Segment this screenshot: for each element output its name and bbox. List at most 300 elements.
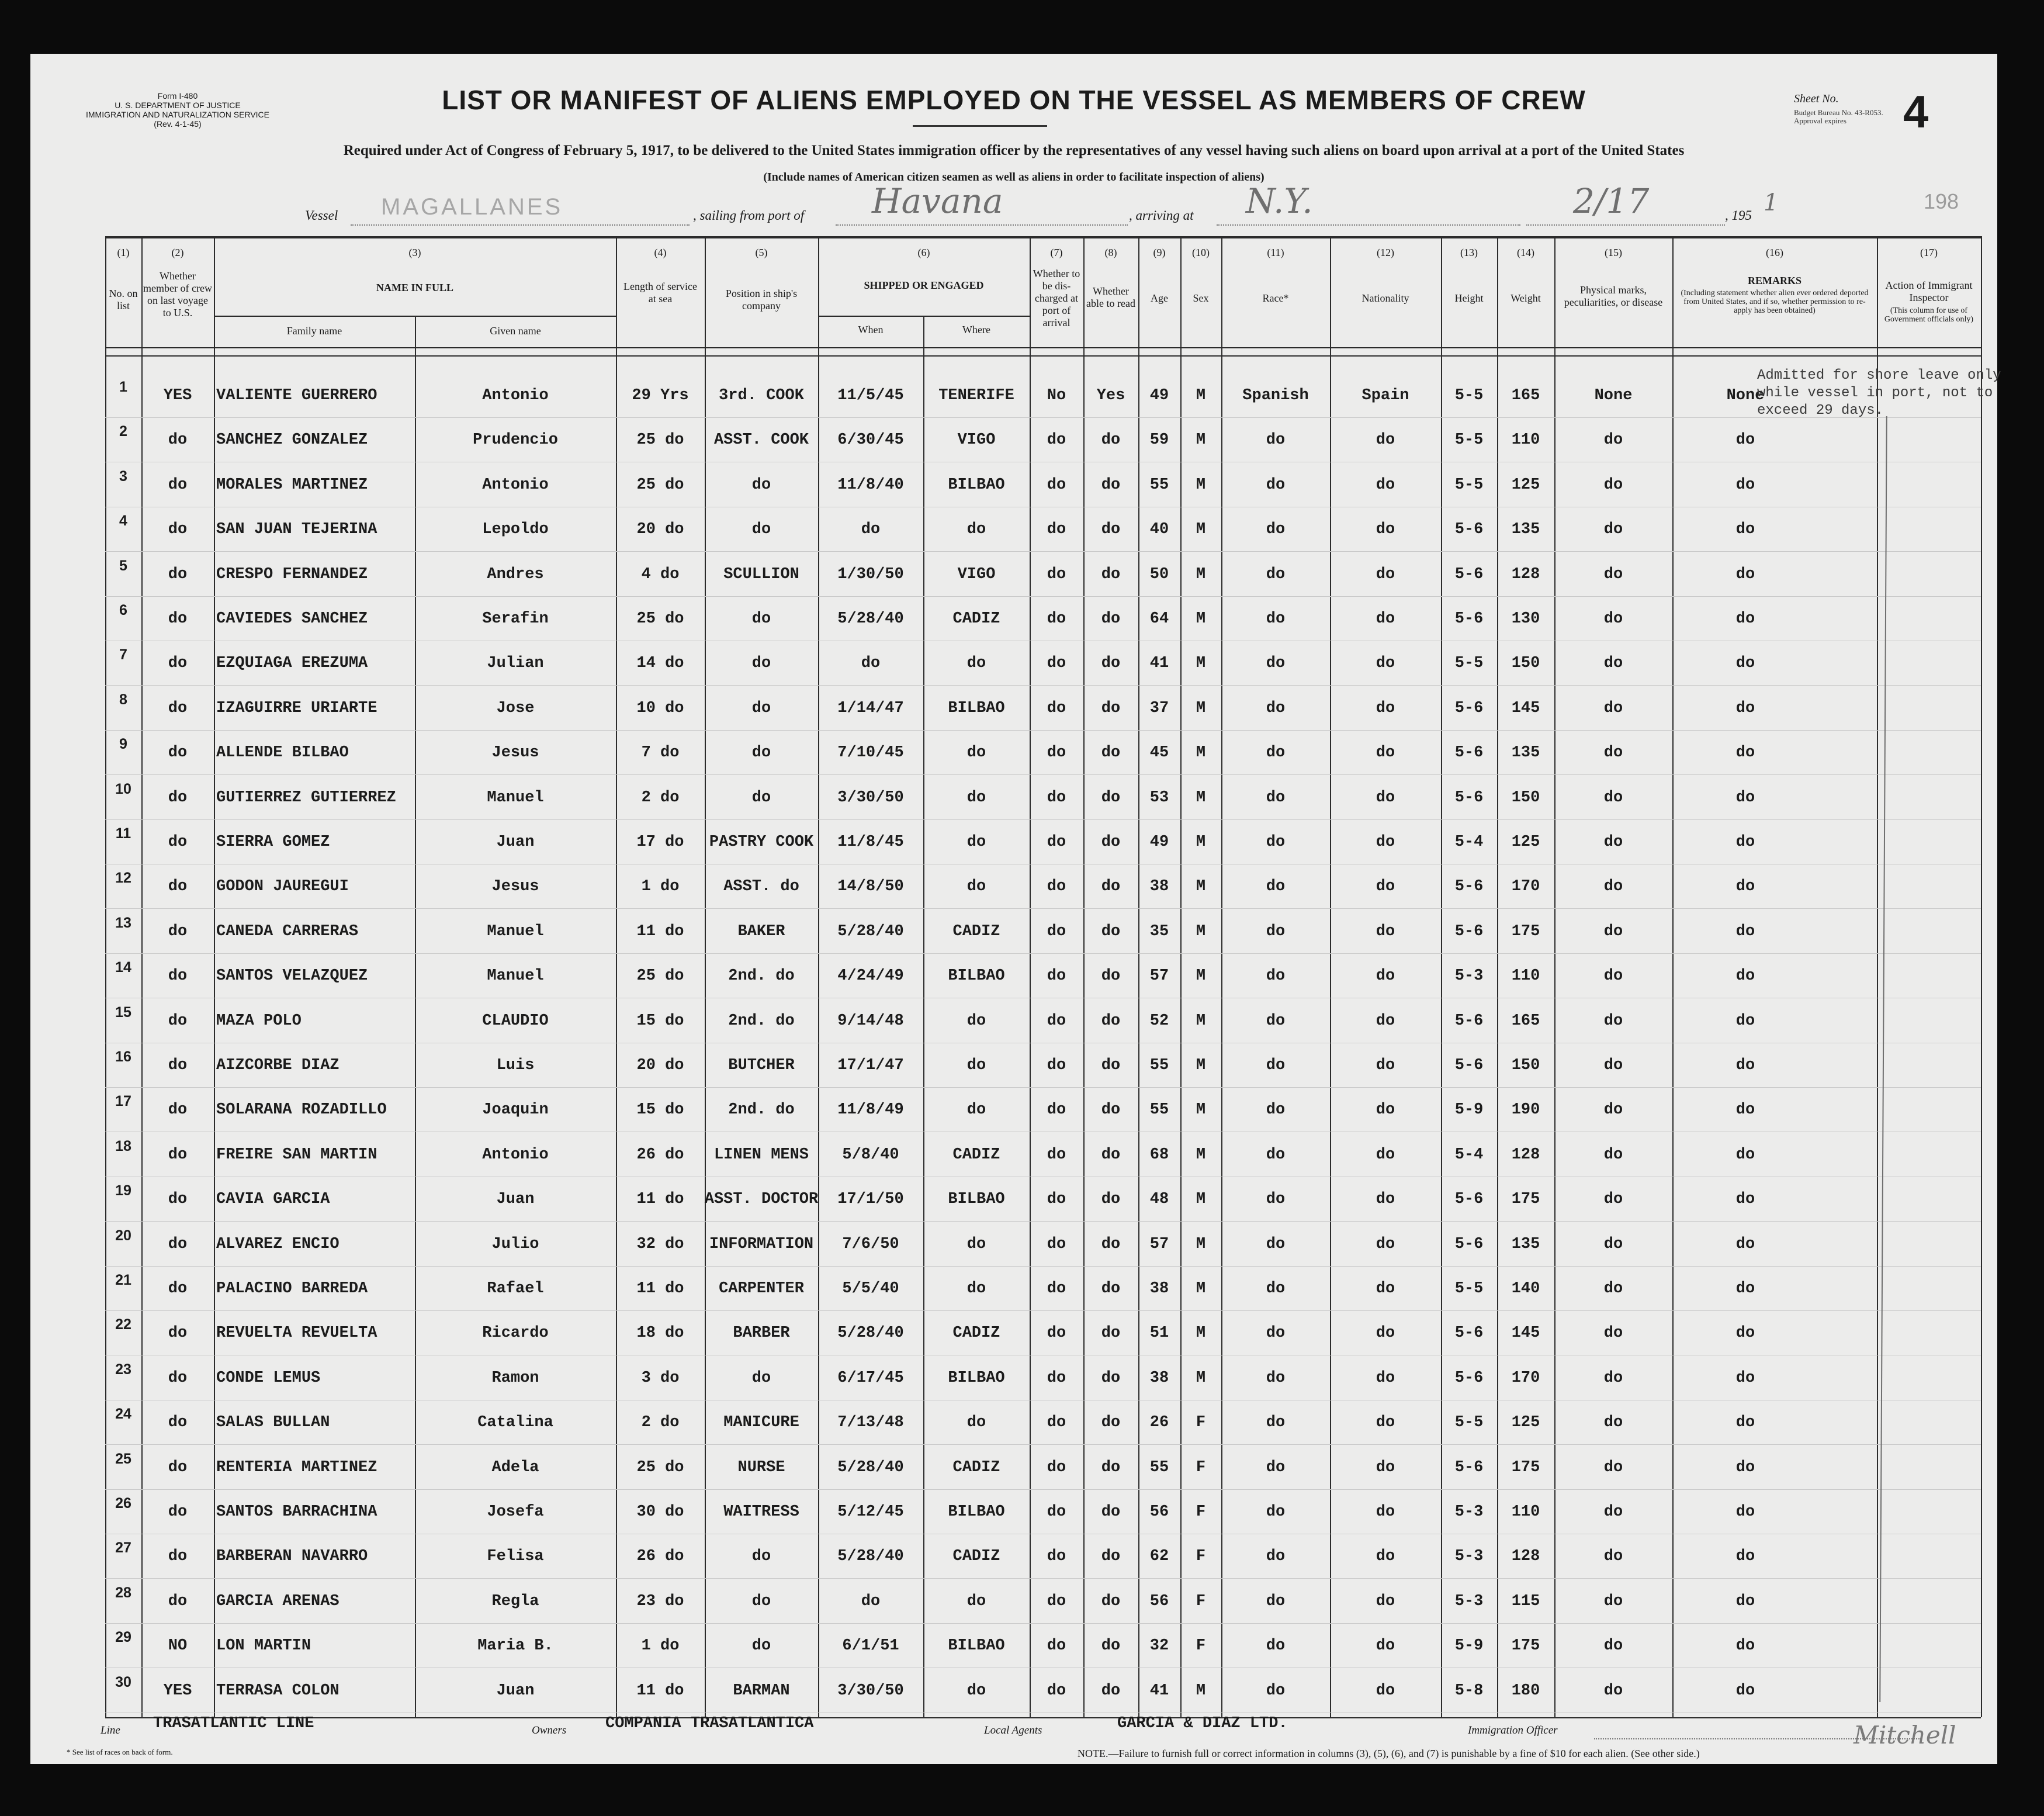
row-rule	[105, 953, 1981, 954]
page-stamp: 198	[1924, 189, 1959, 213]
cell-when: 5/12/45	[837, 1503, 904, 1521]
sheet-number: 4	[1903, 86, 1929, 137]
cell-nat: do	[1376, 1503, 1395, 1521]
cell-disch: do	[1047, 1458, 1066, 1476]
cell-sex: F	[1196, 1592, 1206, 1610]
cell-when: 6/17/45	[837, 1369, 904, 1387]
column-rule	[818, 236, 819, 1717]
cell-weight: 175	[1511, 1637, 1540, 1655]
colnum-13: (13)	[1460, 247, 1478, 258]
cell-race: do	[1266, 1101, 1286, 1119]
colnum-8: (8)	[1104, 247, 1117, 258]
cell-given: Juan	[496, 1191, 535, 1209]
cell-family: REVUELTA REVUELTA	[216, 1324, 377, 1343]
cell-crew: do	[168, 833, 188, 851]
colnum-12: (12)	[1377, 247, 1394, 258]
cell-remarks: do	[1735, 476, 1755, 494]
cell-race: do	[1266, 1548, 1286, 1566]
colnum-11: (11)	[1267, 247, 1284, 258]
colnum-16: (16)	[1766, 247, 1783, 258]
cell-disch: do	[1047, 1012, 1066, 1030]
row-number: 20	[115, 1227, 131, 1244]
cell-sex: M	[1196, 1280, 1206, 1298]
colnum-6: (6)	[917, 247, 930, 258]
cell-crew: do	[168, 521, 188, 539]
cell-when: 5/5/40	[842, 1280, 899, 1298]
cell-weight: 110	[1511, 1503, 1540, 1521]
cell-nat: do	[1376, 1012, 1395, 1030]
row-rule	[105, 1221, 1981, 1222]
cell-remarks: do	[1735, 699, 1755, 717]
cell-family: MAZA POLO	[216, 1012, 302, 1030]
cell-height: 5-5	[1454, 1280, 1484, 1298]
cell-crew: do	[168, 1324, 188, 1343]
cell-weight: 170	[1511, 878, 1540, 896]
cell-remarks: do	[1735, 1637, 1755, 1655]
cell-crew: do	[168, 1503, 188, 1521]
row-rule	[105, 1444, 1981, 1445]
cell-race: do	[1266, 565, 1286, 583]
cell-race: do	[1266, 1592, 1286, 1610]
column-rule	[1441, 236, 1442, 1717]
cell-height: 5-4	[1454, 1146, 1484, 1164]
cell-sex: M	[1196, 1235, 1206, 1253]
cell-position: INFORMATION	[709, 1235, 814, 1253]
cell-remarks: do	[1735, 655, 1755, 673]
cell-age: 26	[1149, 1414, 1169, 1432]
cell-height: 5-6	[1454, 744, 1484, 762]
remarks-annotation: Admitted for shore leave only while vessel in port, not to exceed 29 days.	[1757, 368, 2001, 418]
cell-when: 17/1/47	[837, 1057, 904, 1074]
cell-where: CADIZ	[952, 1548, 1000, 1566]
cell-given: Felisa	[487, 1548, 544, 1566]
cell-remarks: do	[1735, 1458, 1755, 1476]
header-crew-last-voyage: Whether member of crew on last voyage to U.S.	[143, 270, 212, 319]
inspector-pen-line	[1879, 416, 1887, 1702]
table-top-rule	[105, 236, 1981, 238]
cell-position: do	[751, 1637, 771, 1655]
cell-marks: do	[1603, 431, 1623, 449]
cell-disch: do	[1047, 699, 1066, 717]
cell-sex: M	[1196, 922, 1206, 940]
form-revision: (Rev. 4-1-45)	[154, 119, 202, 129]
cell-crew: do	[168, 744, 188, 762]
colnum-3: (3)	[408, 247, 421, 258]
cell-service: 30 do	[636, 1503, 684, 1521]
header-age: Age	[1151, 292, 1168, 304]
cell-read: do	[1101, 1057, 1121, 1074]
row-number: 25	[115, 1450, 131, 1467]
cell-disch: do	[1047, 431, 1066, 449]
cell-race: do	[1266, 1637, 1286, 1655]
cell-position: LINEN MENS	[713, 1146, 809, 1164]
cell-where: do	[966, 1592, 986, 1610]
cell-when: do	[861, 655, 881, 673]
cell-given: Serafin	[482, 610, 549, 628]
cell-race: do	[1266, 1146, 1286, 1164]
cell-given: Jesus	[491, 878, 539, 896]
cell-when: 11/8/49	[837, 1101, 904, 1119]
cell-marks: do	[1603, 1503, 1623, 1521]
cell-weight: 115	[1511, 1592, 1540, 1610]
cell-sex: F	[1196, 1414, 1206, 1432]
cell-marks: do	[1603, 1280, 1623, 1298]
cell-where: do	[966, 878, 986, 896]
title-rule	[913, 125, 1047, 127]
cell-marks: do	[1603, 1101, 1623, 1119]
row-number: 4	[119, 513, 127, 530]
row-number: 6	[119, 602, 127, 618]
cell-height: 5-3	[1454, 967, 1484, 985]
cell-marks: do	[1603, 1458, 1623, 1476]
cell-crew: do	[168, 610, 188, 628]
cell-read: do	[1101, 1235, 1121, 1253]
row-number: 29	[115, 1629, 131, 1646]
header-inspector-action: Action of Immigrant Inspector	[1885, 279, 1973, 303]
cell-weight: 165	[1511, 1012, 1540, 1030]
cell-remarks: do	[1735, 1280, 1755, 1298]
race-footnote: * See list of races on back of form.	[67, 1748, 173, 1756]
cell-given: Josefa	[487, 1503, 544, 1521]
cell-weight: 135	[1511, 744, 1540, 762]
cell-marks: do	[1603, 1548, 1623, 1566]
cell-nat: do	[1376, 565, 1395, 583]
header-bottom-rule	[105, 347, 1981, 348]
cell-age: 38	[1149, 1369, 1169, 1387]
penalty-note: NOTE.—Failure to furnish full or correct information in columns (3), (5), (6), and (7) is punishable by a fine of $10 for each alien. (See other side.)	[1078, 1748, 1700, 1759]
cell-weight: 128	[1511, 565, 1540, 583]
cell-crew: do	[168, 1235, 188, 1253]
row-number: 11	[115, 825, 131, 842]
cell-position: do	[751, 1369, 771, 1387]
cell-given: Antonio	[482, 387, 549, 404]
cell-weight: 128	[1511, 1146, 1540, 1164]
cell-crew: do	[168, 1146, 188, 1164]
cell-marks: do	[1603, 610, 1623, 628]
cell-position: ASST. COOK	[713, 431, 809, 449]
cell-crew: do	[168, 967, 188, 985]
cell-disch: do	[1047, 878, 1066, 896]
cell-family: GODON JAUREGUI	[216, 878, 349, 896]
cell-age: 53	[1149, 788, 1169, 807]
cell-crew: do	[168, 1191, 188, 1209]
cell-given: Juan	[496, 833, 535, 851]
colnum-2: (2)	[171, 247, 184, 258]
cell-age: 35	[1149, 922, 1169, 940]
header-inspector-note: (This column for use of Government officials only)	[1884, 306, 1974, 324]
cell-nat: do	[1376, 1280, 1395, 1298]
cell-height: 5-6	[1454, 521, 1484, 539]
cell-age: 49	[1149, 833, 1169, 851]
cell-race: do	[1266, 476, 1286, 494]
cell-position: do	[751, 1592, 771, 1610]
cell-marks: do	[1603, 922, 1623, 940]
cell-age: 40	[1149, 521, 1169, 539]
row-number: 5	[119, 557, 127, 574]
cell-crew: YES	[163, 1682, 192, 1700]
cell-height: 5-3	[1454, 1548, 1484, 1566]
cell-nat: do	[1376, 1592, 1395, 1610]
cell-age: 41	[1149, 655, 1169, 673]
column-rule	[1330, 236, 1331, 1717]
cell-weight: 150	[1511, 655, 1540, 673]
cell-where: do	[966, 744, 986, 762]
cell-service: 4 do	[641, 565, 680, 583]
cell-disch: do	[1047, 1191, 1066, 1209]
header-name-in-full: NAME IN FULL	[376, 282, 453, 293]
cell-given: Rafael	[487, 1280, 544, 1298]
cell-marks: do	[1603, 967, 1623, 985]
cell-family: GARCIA ARENAS	[216, 1592, 339, 1610]
cell-position: do	[751, 521, 771, 539]
cell-crew: do	[168, 476, 188, 494]
cell-read: do	[1101, 521, 1121, 539]
cell-weight: 110	[1511, 967, 1540, 985]
cell-height: 5-6	[1454, 1191, 1484, 1209]
cell-given: Julio	[491, 1235, 539, 1253]
cell-remarks: do	[1735, 431, 1755, 449]
cell-race: do	[1266, 1280, 1286, 1298]
cell-remarks: do	[1735, 922, 1755, 940]
row-number: 22	[115, 1316, 131, 1333]
cell-nat: do	[1376, 1101, 1395, 1119]
cell-read: do	[1101, 1101, 1121, 1119]
cell-remarks: do	[1735, 521, 1755, 539]
cell-age: 49	[1149, 387, 1169, 404]
cell-remarks: do	[1735, 788, 1755, 807]
cell-when: 6/30/45	[837, 431, 904, 449]
cell-age: 38	[1149, 1280, 1169, 1298]
cell-where: BILBAO	[948, 1503, 1005, 1521]
cell-position: SCULLION	[723, 565, 799, 583]
cell-service: 17 do	[636, 833, 684, 851]
column-rule	[705, 236, 706, 1717]
officer-signature: Mitchell	[1854, 1721, 1956, 1749]
cell-family: LON MARTIN	[216, 1637, 311, 1655]
cell-sex: M	[1196, 967, 1206, 985]
cell-position: BARMAN	[733, 1682, 790, 1700]
cell-service: 3 do	[641, 1369, 680, 1387]
cell-remarks: do	[1735, 1369, 1755, 1387]
cell-read: do	[1101, 1012, 1121, 1030]
cell-remarks: do	[1735, 1682, 1755, 1700]
cell-race: do	[1266, 967, 1286, 985]
cell-read: do	[1101, 1592, 1121, 1610]
cell-crew: do	[168, 1548, 188, 1566]
cell-weight: 145	[1511, 1324, 1540, 1343]
cell-race: do	[1266, 521, 1286, 539]
cell-given: Ramon	[491, 1369, 539, 1387]
manifest-sheet	[30, 54, 2001, 1764]
cell-where: do	[966, 1682, 986, 1700]
cell-race: do	[1266, 1324, 1286, 1343]
cell-family: PALACINO BARREDA	[216, 1280, 368, 1298]
cell-position: PASTRY COOK	[709, 833, 814, 851]
cell-height: 5-5	[1454, 387, 1484, 404]
cell-height: 5-6	[1454, 1057, 1484, 1074]
cell-age: 50	[1149, 565, 1169, 583]
cell-family: SIERRA GOMEZ	[216, 833, 330, 851]
cell-position: MANICURE	[723, 1414, 799, 1432]
column-rule	[1981, 236, 1982, 1717]
cell-position: ASST. DOCTOR	[704, 1191, 819, 1209]
row-number: 30	[115, 1673, 131, 1690]
cell-position: do	[751, 655, 771, 673]
cell-age: 57	[1149, 1235, 1169, 1253]
cell-given: Joaquin	[482, 1101, 549, 1119]
cell-read: do	[1101, 1324, 1121, 1343]
cell-when: 1/14/47	[837, 699, 904, 717]
cell-disch: do	[1047, 788, 1066, 807]
header-given-name: Given name	[490, 325, 541, 337]
cell-height: 5-9	[1454, 1101, 1484, 1119]
cell-service: 25 do	[636, 431, 684, 449]
cell-race: do	[1266, 699, 1286, 717]
cell-where: BILBAO	[948, 1191, 1005, 1209]
header-remarks-note: (Including statement whether alien ever ordered deported from United States, and if so, whether permission to re-apply has been obtained)	[1681, 289, 1869, 315]
cell-height: 5-6	[1454, 1012, 1484, 1030]
cell-disch: do	[1047, 1324, 1066, 1343]
cell-sex: M	[1196, 431, 1206, 449]
cell-nat: do	[1376, 610, 1395, 628]
cell-where: do	[966, 1012, 986, 1030]
cell-nat: do	[1376, 1637, 1395, 1655]
cell-service: 15 do	[636, 1012, 684, 1030]
cell-sex: M	[1196, 387, 1206, 404]
cell-disch: do	[1047, 1369, 1066, 1387]
header-family-name: Family name	[286, 325, 342, 337]
cell-crew: do	[168, 1012, 188, 1030]
sailing-dotted-line	[836, 224, 1128, 226]
cell-position: BUTCHER	[728, 1057, 795, 1074]
cell-crew: do	[168, 1101, 188, 1119]
cell-service: 7 do	[641, 744, 680, 762]
cell-where: do	[966, 521, 986, 539]
row-number: 28	[115, 1584, 131, 1601]
cell-family: SANTOS BARRACHINA	[216, 1503, 377, 1521]
cell-race: do	[1266, 1191, 1286, 1209]
year-label: , 195	[1725, 208, 1752, 223]
row-rule	[105, 1623, 1981, 1624]
cell-given: Lepoldo	[482, 521, 549, 539]
page-subtitle-note: (Include names of American citizen seamen as well as aliens in order to facilitate inspection of aliens)	[763, 171, 1264, 184]
cell-disch: do	[1047, 967, 1066, 985]
line-value: TRASATLANTIC LINE	[153, 1715, 314, 1732]
cell-height: 5-6	[1454, 922, 1484, 940]
cell-service: 15 do	[636, 1101, 684, 1119]
cell-service: 11 do	[636, 1682, 684, 1700]
cell-weight: 170	[1511, 1369, 1540, 1387]
cell-age: 64	[1149, 610, 1169, 628]
cell-weight: 130	[1511, 610, 1540, 628]
row-rule	[105, 551, 1981, 552]
cell-when: 3/30/50	[837, 1682, 904, 1700]
cell-service: 20 do	[636, 1057, 684, 1074]
cell-age: 45	[1149, 744, 1169, 762]
vessel-dotted-line	[351, 224, 690, 226]
cell-given: CLAUDIO	[482, 1012, 549, 1030]
cell-disch: do	[1047, 1682, 1066, 1700]
cell-read: do	[1101, 655, 1121, 673]
vessel-label: Vessel	[305, 208, 338, 223]
cell-family: SANCHEZ GONZALEZ	[216, 431, 368, 449]
cell-family: SANTOS VELAZQUEZ	[216, 967, 368, 985]
cell-given: Manuel	[487, 967, 544, 985]
cell-read: do	[1101, 610, 1121, 628]
cell-when: 4/24/49	[837, 967, 904, 985]
cell-where: do	[966, 1414, 986, 1432]
cell-sex: M	[1196, 744, 1206, 762]
row-rule	[105, 774, 1981, 775]
cell-family: CONDE LEMUS	[216, 1369, 321, 1387]
cell-remarks: do	[1735, 967, 1755, 985]
cell-disch: do	[1047, 1146, 1066, 1164]
cell-age: 37	[1149, 699, 1169, 717]
sailing-label: , sailing from port of	[693, 208, 805, 223]
cell-when: 7/6/50	[842, 1235, 899, 1253]
cell-when: do	[861, 1592, 881, 1610]
cell-read: do	[1101, 699, 1121, 717]
cell-marks: do	[1603, 565, 1623, 583]
cell-service: 26 do	[636, 1548, 684, 1566]
cell-remarks: do	[1735, 1503, 1755, 1521]
cell-nat: do	[1376, 1146, 1395, 1164]
cell-position: NURSE	[737, 1458, 785, 1476]
column-rule	[415, 316, 416, 1717]
cell-remarks: do	[1735, 1057, 1755, 1074]
header-height: Height	[1454, 292, 1484, 304]
cell-service: 18 do	[636, 1324, 684, 1343]
cell-height: 5-8	[1454, 1682, 1484, 1700]
cell-where: BILBAO	[948, 476, 1005, 494]
cell-nat: do	[1376, 744, 1395, 762]
cell-when: 1/30/50	[837, 565, 904, 583]
cell-sex: M	[1196, 1146, 1206, 1164]
cell-given: Jesus	[491, 744, 539, 762]
cell-crew: do	[168, 565, 188, 583]
cell-race: do	[1266, 878, 1286, 896]
row-number: 24	[115, 1406, 131, 1423]
cell-crew: do	[168, 1280, 188, 1298]
cell-where: CADIZ	[952, 610, 1000, 628]
column-rule	[1138, 236, 1139, 1717]
cell-race: do	[1266, 744, 1286, 762]
cell-nat: do	[1376, 1414, 1395, 1432]
cell-position: do	[751, 744, 771, 762]
form-number: Form I-480	[157, 91, 198, 101]
cell-service: 11 do	[636, 1191, 684, 1209]
cell-when: 5/28/40	[837, 1324, 904, 1343]
cell-read: do	[1101, 1637, 1121, 1655]
cell-family: SOLARANA ROZADILLO	[216, 1101, 387, 1119]
column-rule	[1030, 236, 1031, 1717]
cell-remarks: do	[1735, 1146, 1755, 1164]
cell-disch: do	[1047, 1548, 1066, 1566]
cell-remarks: do	[1735, 878, 1755, 896]
cell-nat: do	[1376, 1548, 1395, 1566]
colnum-5: (5)	[755, 247, 768, 258]
cell-when: 3/30/50	[837, 788, 904, 807]
cell-nat: do	[1376, 521, 1395, 539]
header-position: Position in ship's company	[725, 288, 798, 312]
row-rule	[105, 819, 1981, 820]
cell-remarks: do	[1735, 565, 1755, 583]
cell-height: 5-3	[1454, 1592, 1484, 1610]
cell-marks: do	[1603, 1235, 1623, 1253]
cell-given: Adela	[491, 1458, 539, 1476]
cell-where: do	[966, 1235, 986, 1253]
cell-age: 62	[1149, 1548, 1169, 1566]
